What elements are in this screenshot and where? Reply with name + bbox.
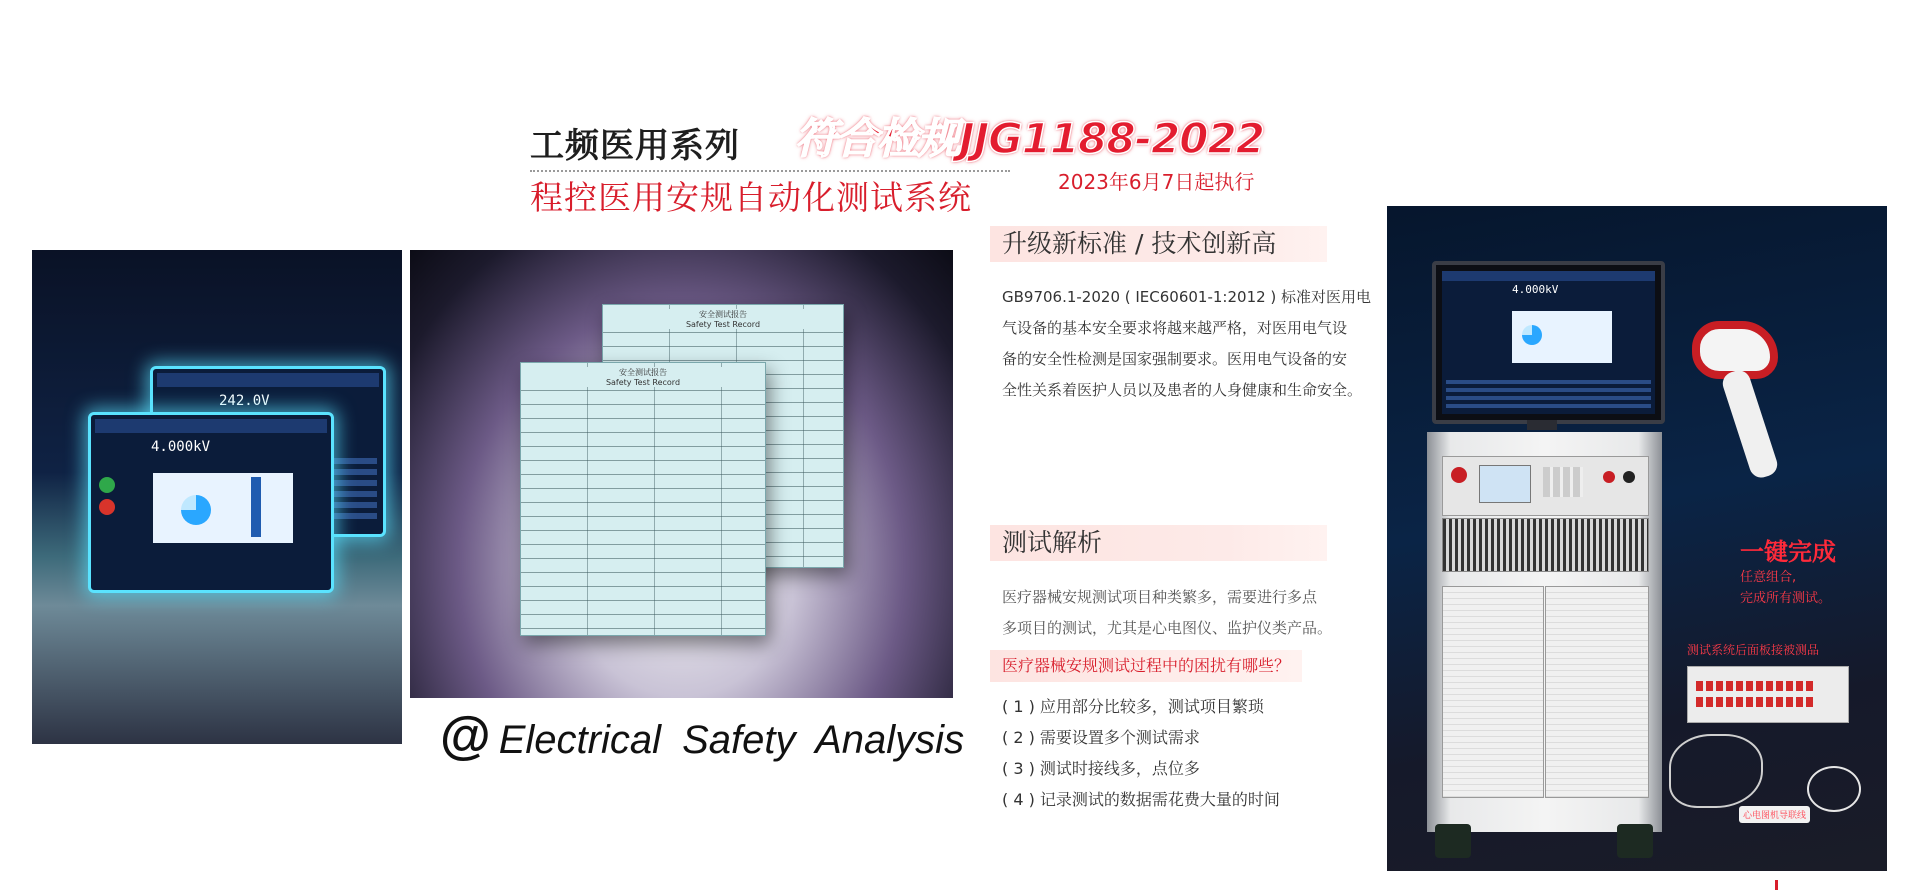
emergency-stop-icon — [1451, 467, 1467, 483]
ecg-leads-icon — [1669, 734, 1763, 808]
instrument-keypad — [1543, 467, 1583, 497]
section-paragraph-analysis — [1002, 582, 1372, 644]
report-title-cn: 安全测试报告 — [619, 368, 667, 377]
issue-item: ( 3 ) 测试时接线多，点位多 — [1002, 759, 1200, 778]
paragraph-line: 备的安全性检测是国家强制要求。医用电气设备的安 — [1002, 350, 1348, 368]
report-title — [603, 309, 843, 329]
screen-front — [88, 412, 334, 593]
issue-item: ( 1 ) 应用部分比较多，测试项目繁琐 — [1002, 697, 1264, 716]
connector-row — [1696, 697, 1816, 707]
tagline-text: Electrical Safety Analysis — [498, 718, 965, 762]
page-corner-mark — [1775, 880, 1778, 890]
screen-chart-area — [153, 473, 293, 543]
safety-tester-instrument — [1442, 456, 1649, 516]
at-symbol: @ — [440, 707, 491, 765]
section-paragraph-upgrade — [1002, 282, 1372, 406]
paragraph-line: 气设备的基本安全要求将越来越严格，对医用电气设 — [1002, 319, 1348, 337]
instrument-display — [1479, 465, 1531, 503]
rear-panel-box — [1687, 666, 1849, 723]
test-report-front — [520, 362, 766, 636]
monitor-stand — [1527, 420, 1557, 430]
monitor-kv-reading: 4.000kV — [1512, 283, 1559, 296]
screen-kv-reading: 4.000kV — [151, 439, 211, 455]
one-key-subtitle: 完成所有测试。 — [1740, 591, 1832, 606]
standard-badge: 符合检规JJG1188-2022 — [795, 114, 1264, 163]
monitor-screen — [1442, 271, 1655, 414]
monitor — [1432, 261, 1665, 424]
barcode-scanner-icon — [1692, 321, 1782, 481]
caster-wheel-icon — [1617, 824, 1653, 858]
stop-button-icon — [99, 499, 115, 515]
screen-voltage-reading: 242.0V — [219, 393, 270, 409]
issue-item: ( 2 ) 需要设置多个测试需求 — [1002, 728, 1200, 747]
issue-item: ( 4 ) 记录测试的数据需花费大量的时间 — [1002, 790, 1280, 809]
start-button-icon — [99, 477, 115, 493]
tagline — [440, 706, 964, 766]
section-heading-analysis: 测试解析 — [990, 525, 1327, 561]
ecg-cable-icon — [1807, 766, 1861, 812]
series-title: 工频医用系列 — [530, 126, 740, 166]
connector-row — [1696, 681, 1816, 691]
report-title-cn: 安全测试报告 — [699, 310, 747, 319]
output-terminal-icon — [1623, 471, 1635, 483]
report-title — [521, 367, 765, 387]
effective-date: 2023年6月7日起执行 — [1058, 170, 1255, 194]
screen-bar-chart — [251, 477, 261, 537]
rear-panel-label: 测试系统后面板接被测品 — [1687, 643, 1820, 657]
pie-chart-icon — [181, 495, 211, 525]
paragraph-line: 医疗器械安规测试项目种类繁多，需要进行多点 — [1002, 588, 1318, 606]
section-heading-upgrade: 升级新标准 / 技术创新高 — [990, 226, 1327, 262]
test-report-photo — [410, 250, 953, 698]
paragraph-line: GB9706.1-2020 ( IEC60601-1:2012 ) 标准对医用电 — [1002, 288, 1372, 306]
system-title: 程控医用安规自动化测试系统 — [530, 178, 972, 217]
question-banner: 医疗器械安规测试过程中的困扰有哪些？ — [990, 650, 1302, 682]
cabinet-door-right — [1545, 586, 1649, 798]
ecg-cable-label: 心电图机导联线 — [1739, 806, 1810, 823]
paragraph-line: 全性关系着医护人员以及患者的人身健康和生命安全。 — [1002, 381, 1363, 399]
vent-panel — [1442, 518, 1649, 572]
software-screens-photo — [32, 250, 402, 744]
monitor-table — [1446, 380, 1651, 410]
monitor-title-bar — [1442, 271, 1655, 281]
report-title-en: Safety Test Record — [605, 378, 681, 387]
cabinet-door-left — [1442, 586, 1544, 798]
scanner-handle — [1720, 367, 1781, 480]
screen-title-bar — [95, 419, 327, 433]
output-terminal-icon — [1603, 471, 1615, 483]
paragraph-line: 多项目的测试，尤其是心电图仪、监护仪类产品。 — [1002, 619, 1333, 637]
report-title-en: Safety Test Record — [685, 320, 761, 329]
caster-wheel-icon — [1435, 824, 1471, 858]
one-key-subtitle: 任意组合, — [1740, 570, 1797, 585]
test-system-cabinet-photo — [1387, 206, 1887, 871]
one-key-title: 一键完成 — [1740, 538, 1836, 566]
screen-title-bar — [157, 373, 379, 387]
pie-chart-icon — [1522, 325, 1542, 345]
